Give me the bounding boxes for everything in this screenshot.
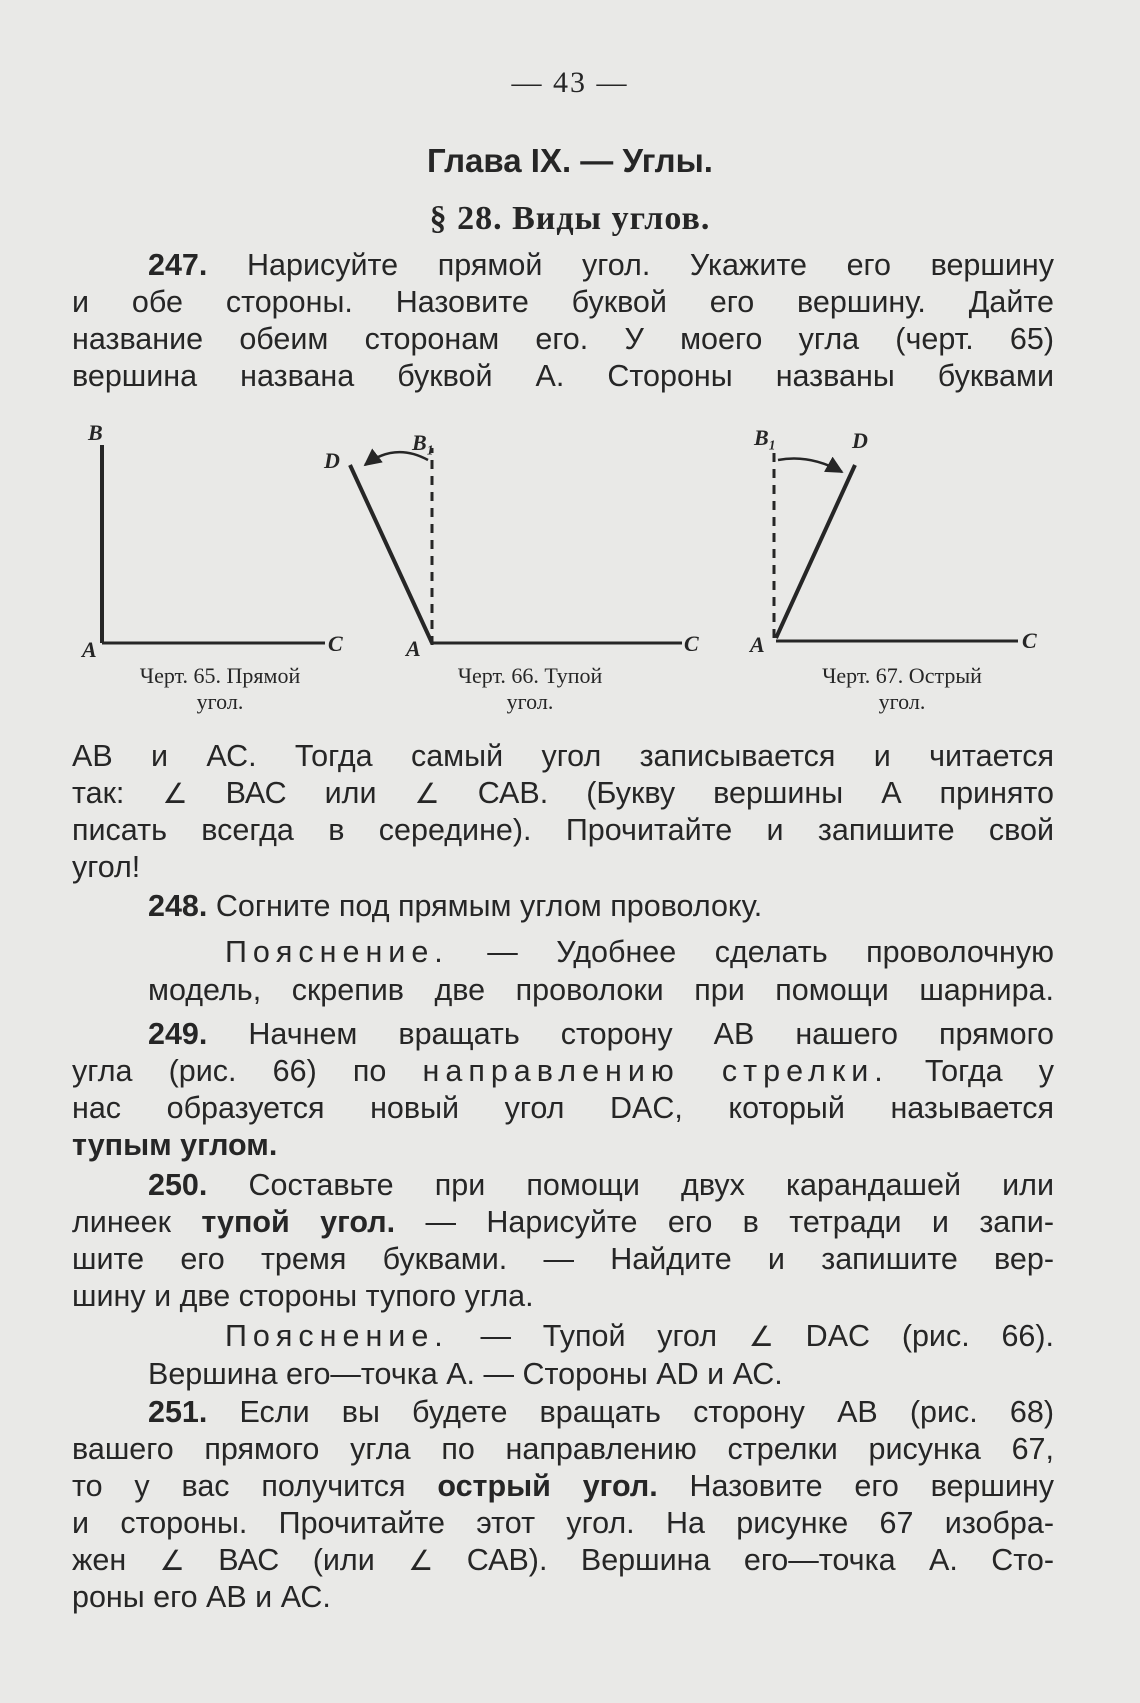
angle-symbol: ∠ xyxy=(748,1320,774,1353)
fig66-label-b1: B₁ xyxy=(412,430,435,455)
paragraph-250-note: Вершина его—точка А. — Стороны AD и АС. xyxy=(148,1357,783,1391)
fig66-label-a: A xyxy=(406,636,421,661)
problem-number: 250. xyxy=(148,1168,208,1202)
paragraph-251-line: роны его АВ и АС. xyxy=(72,1580,331,1614)
fig65-label-a: A xyxy=(82,637,97,662)
angle-symbol: ∠ xyxy=(159,1544,185,1577)
paragraph-248-note: модель, скрепив две проволоки при помощи шарнира. xyxy=(148,973,1054,1007)
paragraph-250-line: шите его тремя буквами. — Найдите и запишите вер- xyxy=(72,1242,1054,1276)
figure-67-caption: Черт. 67. Острый угол. xyxy=(822,663,982,714)
problem-number: 251. xyxy=(148,1395,208,1429)
paragraph-251-line: жен ∠ ВАС (или ∠ САВ). Вершина его—точка А. Сто- xyxy=(72,1543,1055,1577)
figure-66-caption: Черт. 66. Тупой угол. xyxy=(457,663,603,714)
problem-number: 248. xyxy=(148,889,208,923)
fig67-label-a: A xyxy=(750,632,765,657)
fig65-label-b: B xyxy=(88,420,103,445)
paragraph-251-line: вашего прямого угла по направлению стрелки рисунка 67, xyxy=(72,1432,1054,1466)
paragraph-250-line: линеек тупой угол. — Нарисуйте его в тетради и запи- xyxy=(72,1205,1054,1239)
paragraph-249-line: угла (рис. 66) по направлению стрелки. Тогда у xyxy=(72,1054,1054,1088)
angle-symbol: ∠ xyxy=(408,1544,434,1577)
chapter-title: Глава IX. — Углы. xyxy=(427,142,713,179)
paragraph-248-note: Пояснение. — Удобнее сделать проволочную xyxy=(225,935,1054,969)
page-number: — 43 — xyxy=(511,66,629,99)
figure-66-obtuse-angle xyxy=(323,430,699,661)
fig66-label-c: C xyxy=(684,631,699,656)
angle-symbol: ∠ xyxy=(414,777,440,810)
figure-65-right-angle xyxy=(80,420,343,662)
fig67-label-b1: B₁ xyxy=(754,425,777,450)
fig65-label-c: C xyxy=(328,631,343,656)
problem-number: 247. xyxy=(148,248,208,282)
paragraph-251-line: и стороны. Прочитайте этот угол. На рисунке 67 изобра- xyxy=(72,1506,1054,1540)
paragraph-250-note: Пояснение. — Тупой угол ∠ DAC (рис. 66). xyxy=(225,1319,1055,1353)
figure-67-acute-angle xyxy=(748,425,1037,657)
paragraph-248-line: 248. Согните под прямым углом проволоку. xyxy=(148,889,763,923)
fig66-label-d: D xyxy=(324,448,340,473)
paragraph-250-line: шину и две стороны тупого угла. xyxy=(72,1279,534,1313)
paragraph-249-line: 249. Начнем вращать сторону АВ нашего прямого xyxy=(148,1017,1054,1051)
paragraph-251-line: то у вас получится острый угол. Назовите его вершину xyxy=(72,1469,1054,1503)
angle-symbol: ∠ xyxy=(162,777,188,810)
paragraph-247-line: и обе стороны. Назовите буквой его вершину. Дайте xyxy=(72,285,1054,319)
fig67-label-d: D xyxy=(852,428,868,453)
fig67-side-ad xyxy=(776,465,855,638)
paragraph-247-line: угол! xyxy=(72,850,141,884)
paragraph-247-line: так: ∠ ВАС или ∠ САВ. (Букву вершины А принято xyxy=(72,776,1055,810)
paragraph-251-line: 251. Если вы будете вращать сторону АВ (рис. 68) xyxy=(148,1395,1055,1429)
fig67-label-c: C xyxy=(1022,628,1037,653)
paragraph-249-line: нас образуется новый угол DAC, который называется xyxy=(72,1091,1054,1125)
fig67-arrow xyxy=(778,459,842,473)
paragraph-247-line: 247. Нарисуйте прямой угол. Укажите его вершину xyxy=(148,248,1054,282)
paragraph-250-line: 250. Составьте при помощи двух карандашей или xyxy=(148,1168,1054,1202)
section-title: § 28. Виды углов. xyxy=(429,200,711,237)
problem-number: 249. xyxy=(148,1017,208,1051)
paragraph-249-line: тупым углом. xyxy=(72,1128,278,1162)
figure-65-caption: Черт. 65. Прямой угол. xyxy=(139,663,301,714)
paragraph-247-line: писать всегда в середине). Прочитайте и запишите свой xyxy=(72,813,1054,847)
paragraph-247-line: вершина названа буквой А. Стороны названы буквами xyxy=(72,359,1054,393)
paragraph-247-line: название обеим сторонам его. У моего угла (черт. 65) xyxy=(72,322,1054,356)
fig66-side-ad xyxy=(350,465,432,643)
paragraph-247-line: АВ и АС. Тогда самый угол записывается и читается xyxy=(72,739,1054,773)
